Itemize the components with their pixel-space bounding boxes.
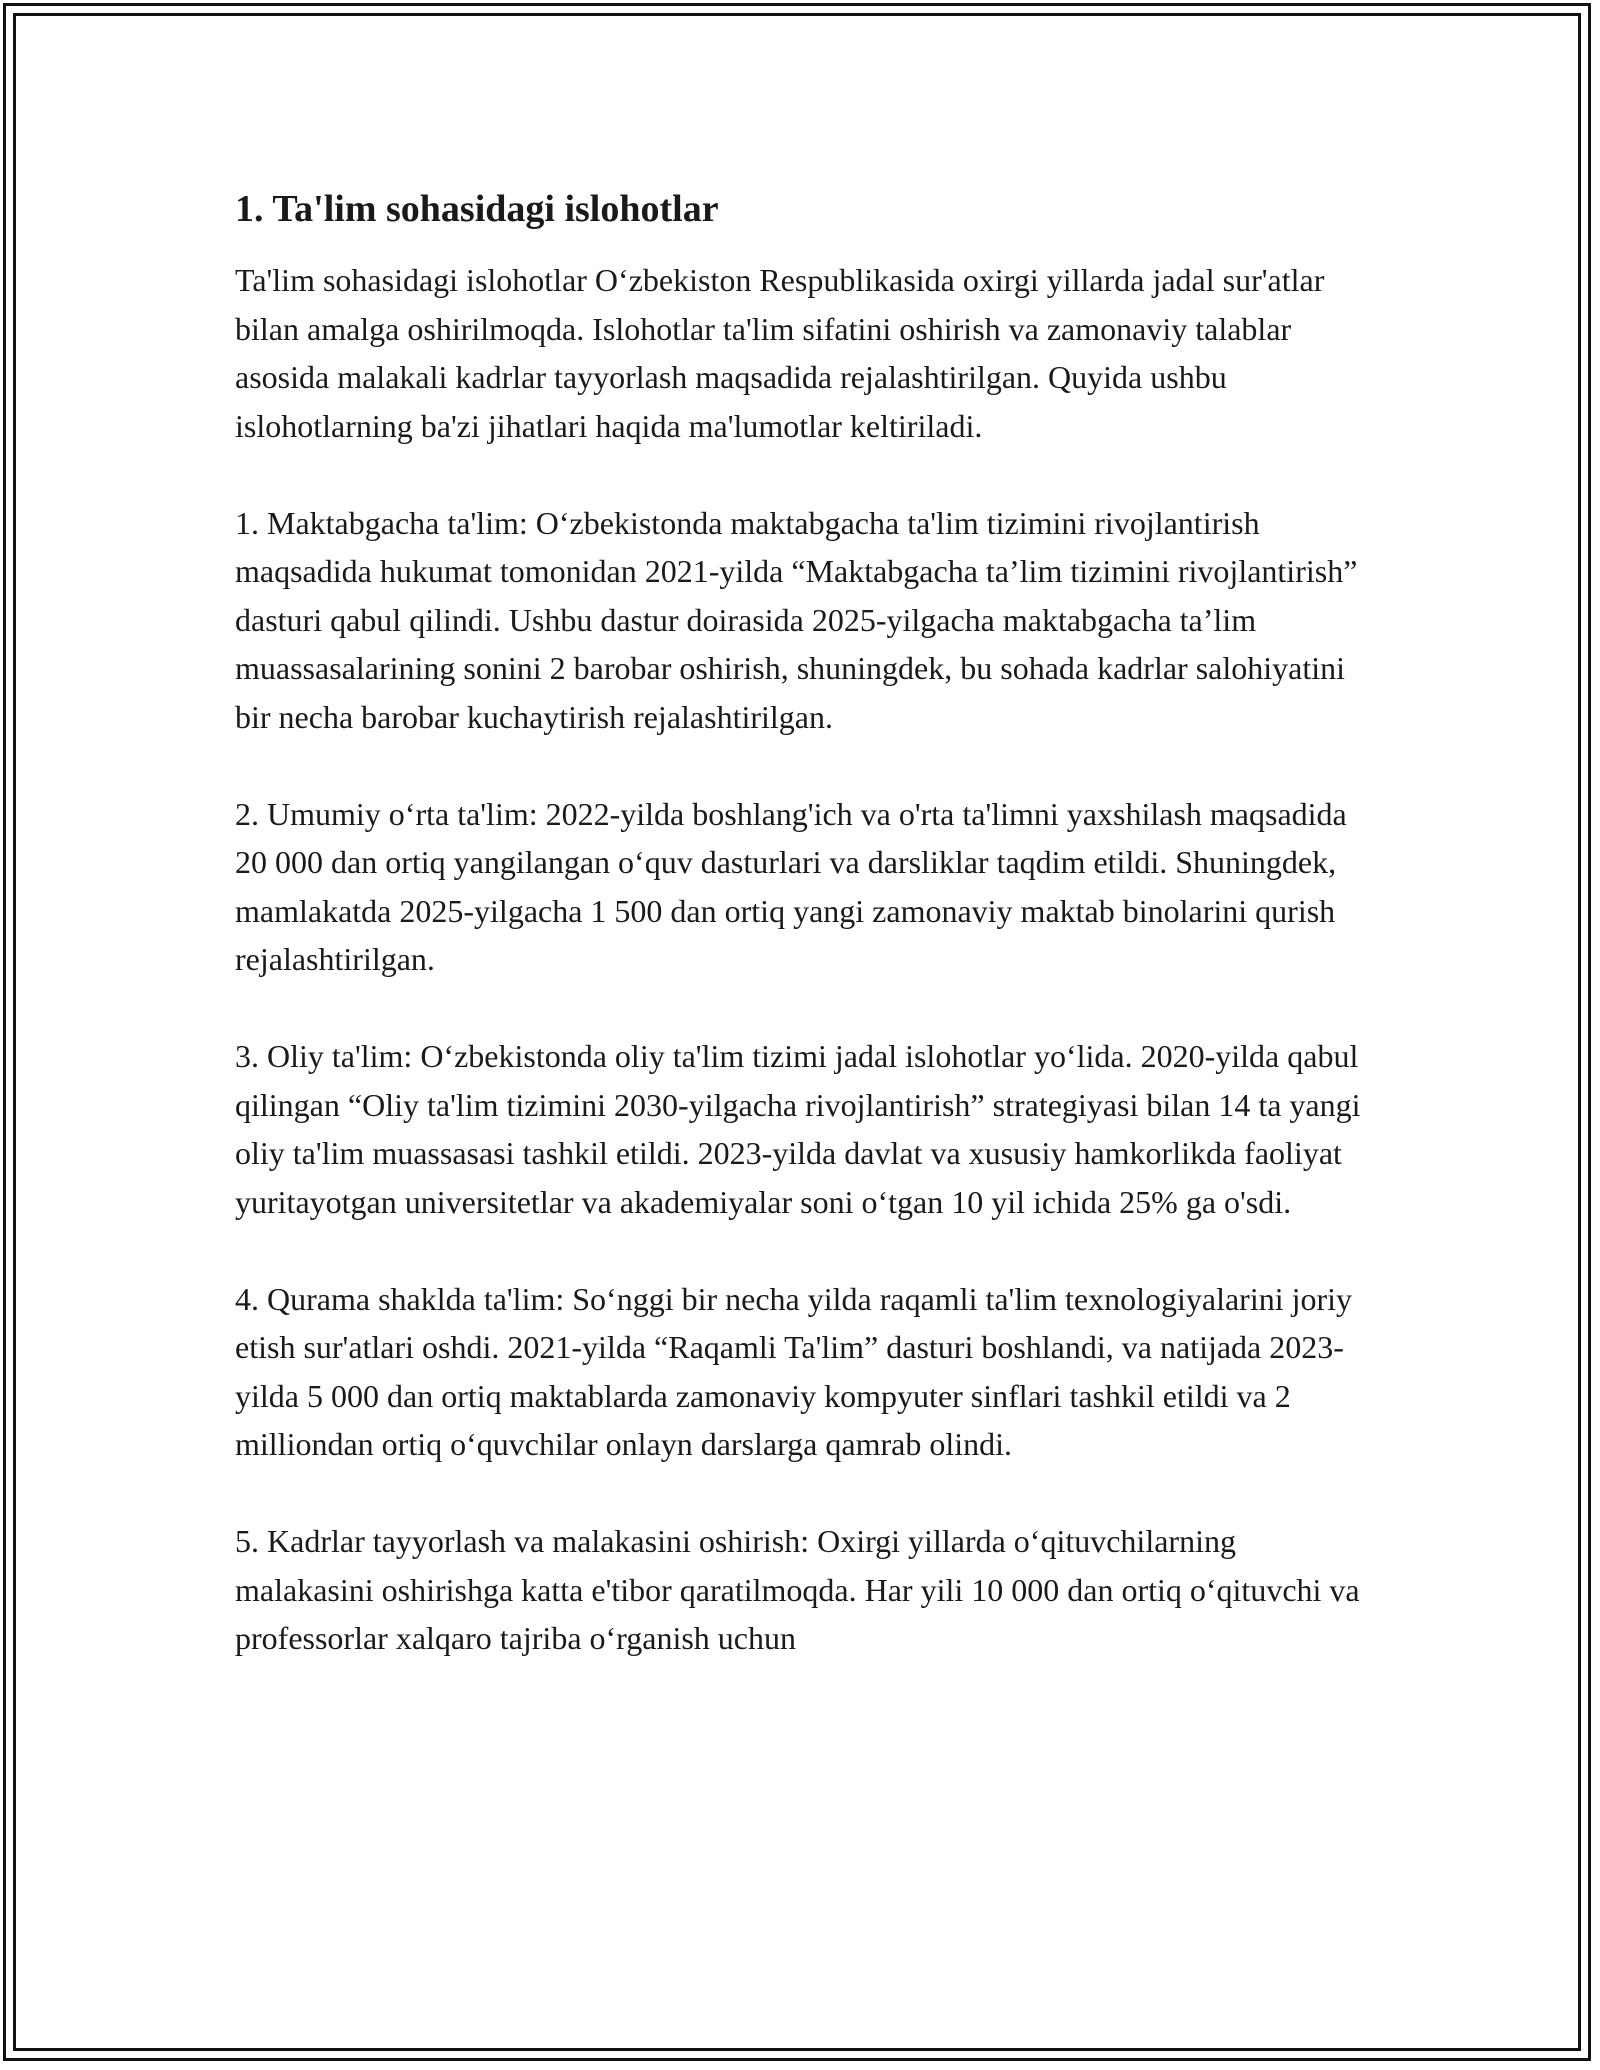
paragraph-preschool-education: 1. Maktabgacha ta'lim: O‘zbekistonda maktabgacha ta'lim tizimini rivojlantirish maqsadida hukumat tomonidan 2021-yilda “Maktabgacha ta’lim tizimini rivojlantirish” dasturi qabul qilindi. Ushbu dastur doirasida 2025-yilgacha maktabgacha ta’lim muassasalarining sonini 2 barobar oshirish, shuningdek, bu sohada kadrlar salohiyatini bir necha barobar kuchaytirish rejalashtirilgan. (235, 504, 1358, 735)
document-body (235, 185, 1375, 1711)
paragraph-blended-education: 4. Qurama shaklda ta'lim: So‘nggi bir necha yilda raqamli ta'lim texnologiyalarini joriy etish sur'atlari oshdi. 2021-yilda “Raqamli Ta'lim” dasturi boshlandi, va natijada 2023-yilda 5 000 dan ortiq maktablarda zamonaviy kompyuter sinflari tashkil etildi va 2 milliondan ortiq o‘quvchilar onlayn darslarga qamrab olindi. (235, 1280, 1353, 1463)
paragraph-staff-training: 5. Kadrlar tayyorlash va malakasini oshirish: Oxirgi yillarda o‘qituvchilarning malakasini oshirishga katta e'tibor qaratilmoqda. Har yili 10 000 dan ortiq o‘qituvchi va professorlar xalqaro tajriba o‘rganish uchun (235, 1523, 1360, 1657)
section-heading: 1. Ta'lim sohasidagi islohotlar (235, 188, 719, 230)
paragraph-secondary-education: 2. Umumiy o‘rta ta'lim: 2022-yilda boshlang'ich va o'rta ta'limni yaxshilash maqsadida 20 000 dan ortiq yangilangan o‘quv dasturlari va darsliklar taqdim etildi. Shuningdek, mamlakatda 2025-yilgacha 1 500 dan ortiq yangi zamonaviy maktab binolarini qurish rejalashtirilgan. (235, 795, 1347, 978)
paragraph-higher-education: 3. Oliy ta'lim: O‘zbekistonda oliy ta'lim tizimi jadal islohotlar yo‘lida. 2020-yilda qabul qilingan “Oliy ta'lim tizimini 2030-yilgacha rivojlantirish” strategiyasi bilan 14 ta yangi oliy ta'lim muassasasi tashkil etildi. 2023-yilda davlat va xususiy hamkorlikda faoliyat yuritayotgan universitetlar va akademiyalar soni o‘tgan 10 yil ichida 25% ga o'sdi. (235, 1038, 1361, 1220)
intro-paragraph: Ta'lim sohasidagi islohotlar O‘zbekiston Respublikasida oxirgi yillarda jadal sur'atlar bilan amalga oshirilmoqda. Islohotlar ta'lim sifatini oshirish va zamonaviy talablar asosida malakali kadrlar tayyorlash maqsadida rejalashtirilgan. Quyida ushbu islohotlarning ba'zi jihatlari haqida ma'lumotlar keltiriladi. (235, 262, 1325, 444)
